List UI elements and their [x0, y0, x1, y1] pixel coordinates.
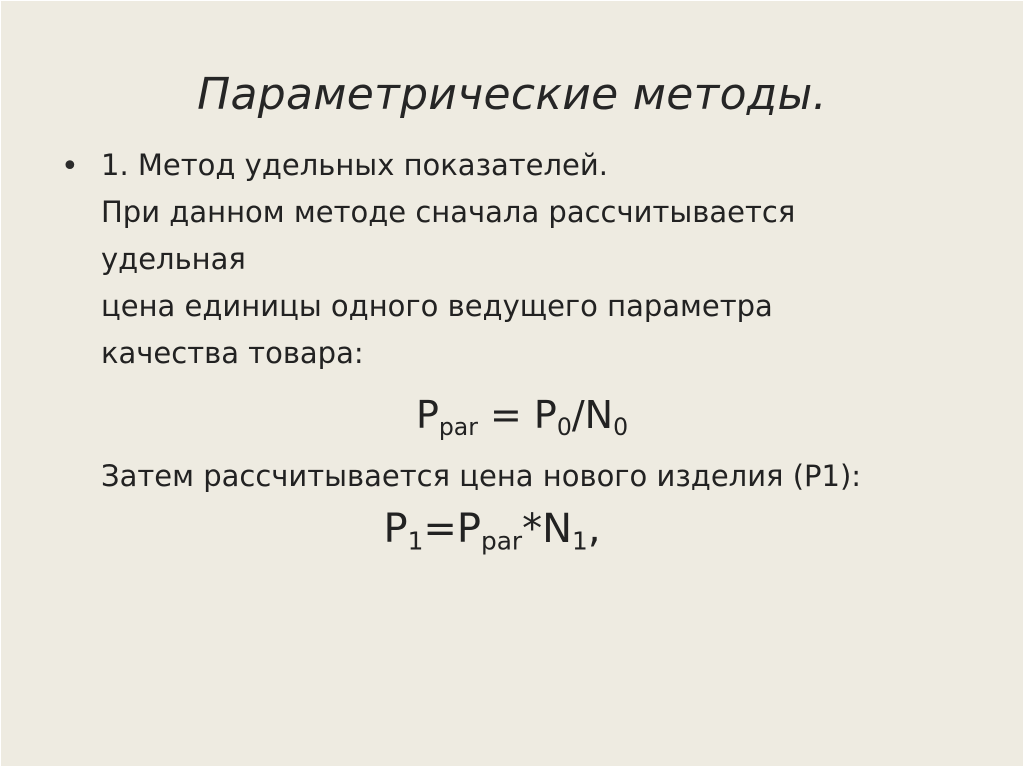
- formula-1-p0-sub: 0: [556, 413, 572, 442]
- formula-2-n-sub: 1: [572, 526, 588, 556]
- bullet-icon: •: [61, 149, 79, 184]
- formula-2-tail: ,: [587, 506, 601, 552]
- bullet-text: [101, 142, 961, 377]
- formula-1-slash: /N: [571, 393, 614, 437]
- formula-2-eq: =P: [423, 506, 481, 552]
- slide-title: Параметрические методы.: [197, 69, 827, 120]
- formula-unit-price: [1, 390, 1023, 440]
- text-line-description-4: качества товара:: [101, 336, 364, 370]
- text-line-description-1: При данном методе сначала рассчитывается: [101, 195, 796, 229]
- formula-1-p: P: [415, 393, 439, 437]
- formula-2-ppar-sub: par: [480, 526, 523, 556]
- formula-1-n0-sub: 0: [613, 413, 629, 442]
- text-line-description-2: удельная: [101, 242, 246, 276]
- text-line-method: 1. Метод удельных показателей.: [101, 148, 608, 182]
- formula-1-eq: = P: [477, 393, 557, 437]
- formula-new-price: [0, 501, 1003, 557]
- slide: [1, 1, 1023, 766]
- formula-2-mult: *N: [522, 506, 573, 552]
- text-line-description-3: цена единицы одного ведущего параметра: [101, 289, 773, 323]
- text-line-then: Затем рассчитывается цена нового изделия (P1):: [101, 459, 862, 493]
- formula-2-p-sub: 1: [407, 526, 424, 556]
- formula-2-p: P: [383, 506, 408, 552]
- formula-1-p-sub: par: [438, 413, 478, 442]
